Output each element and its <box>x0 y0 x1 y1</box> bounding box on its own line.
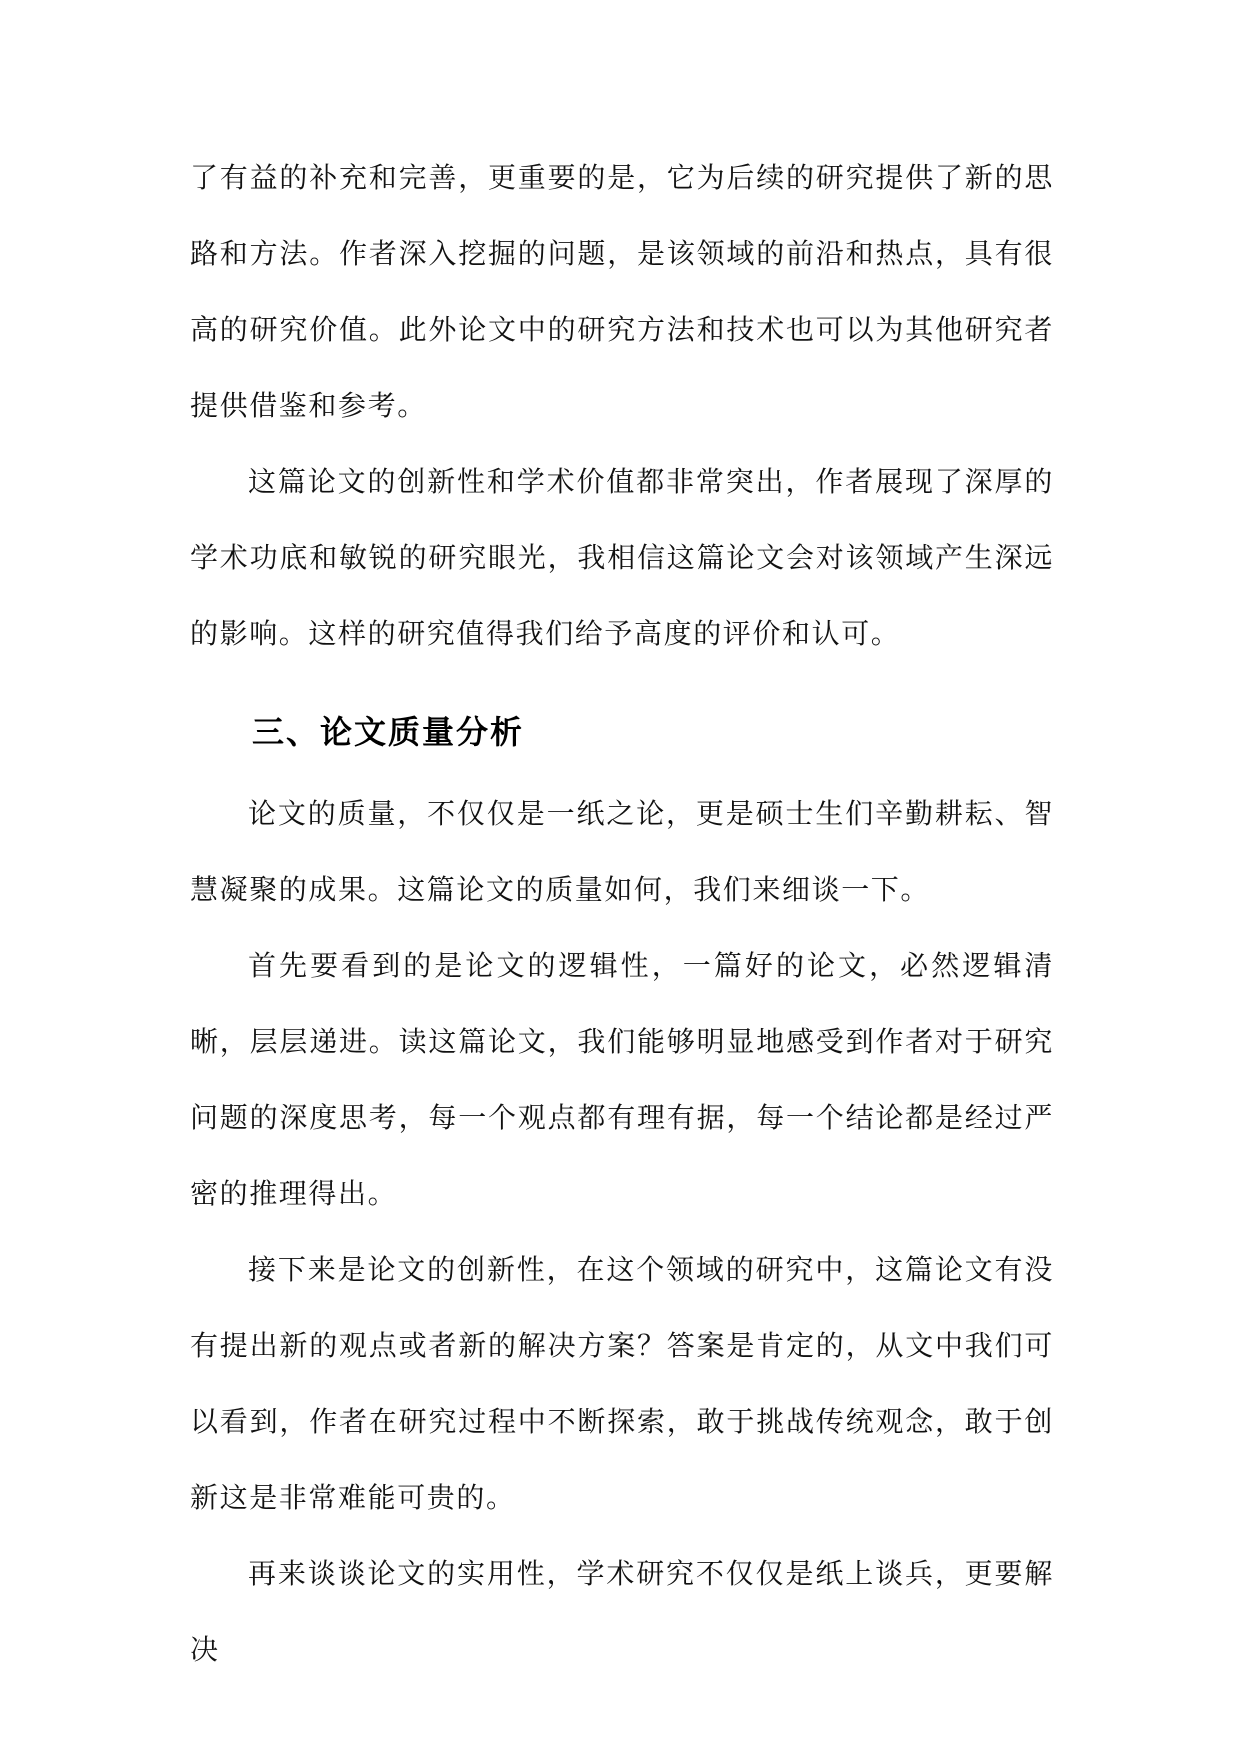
paragraph-continuation: 了有益的补充和完善，更重要的是，它为后续的研究提供了新的思路和方法。作者深入挖掘的问题，是该领域的前沿和热点，具有很高的研究价值。此外论文中的研究方法和技术也可以为其他研究者提供借鉴和参考。 <box>190 161 1054 422</box>
paragraph-quality-intro: 论文的质量，不仅仅是一纸之论，更是硕士生们辛勤耕耘、智慧凝聚的成果。这篇论文的质量如何，我们来细谈一下。 <box>190 797 1054 906</box>
document-body <box>190 140 1054 1688</box>
paragraph-innovation-summary: 这篇论文的创新性和学术价值都非常突出，作者展现了深厚的学术功底和敏锐的研究眼光，我相信这篇论文会对该领域产生深远的影响。这样的研究值得我们给予高度的评价和认可。 <box>190 465 1054 650</box>
paragraph-logic: 首先要看到的是论文的逻辑性，一篇好的论文，必然逻辑清晰，层层递进。读这篇论文，我们能够明显地感受到作者对于研究问题的深度思考，每一个观点都有理有据，每一个结论都是经过严密的推理得出。 <box>190 949 1054 1210</box>
paragraph-practicality: 再来谈谈论文的实用性，学术研究不仅仅是纸上谈兵，更要解决 <box>190 1557 1054 1666</box>
paragraph-innovation: 接下来是论文的创新性，在这个领域的研究中，这篇论文有没有提出新的观点或者新的解决方案？答案是肯定的，从文中我们可以看到，作者在研究过程中不断探索，敢于挑战传统观念，敢于创新这是非常难能可贵的。 <box>190 1253 1054 1514</box>
section-heading-quality-analysis: 三、论文质量分析 <box>252 713 525 751</box>
